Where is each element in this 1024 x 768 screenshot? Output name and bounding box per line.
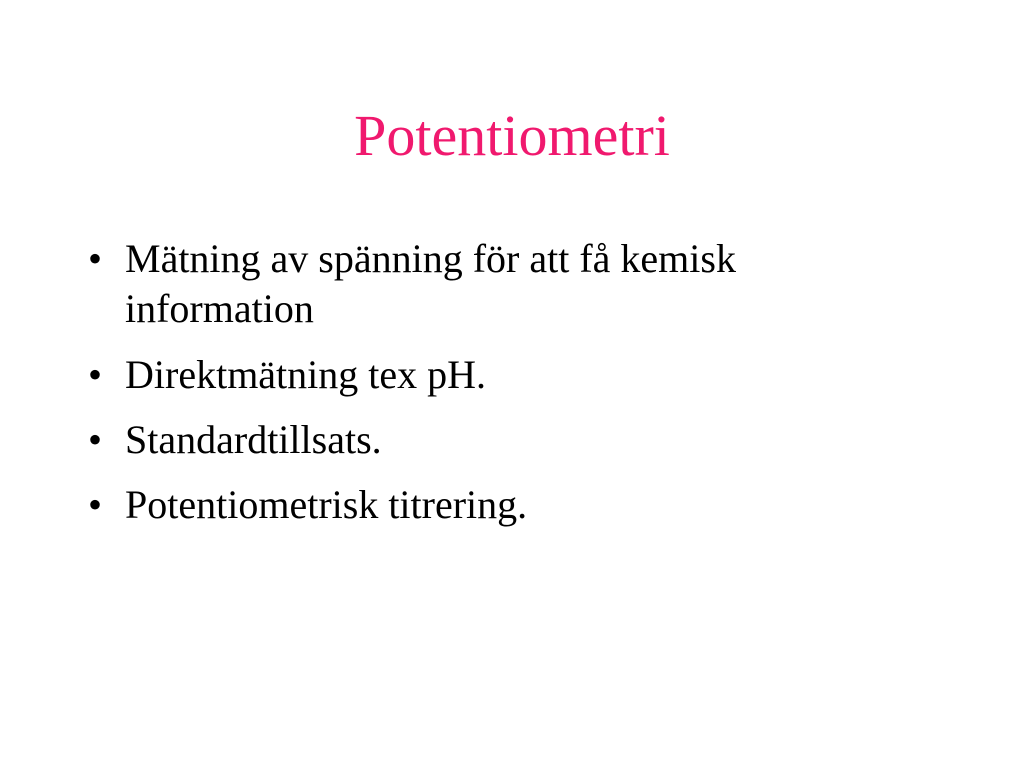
- bullet-text: Potentiometrisk titrering.: [125, 482, 528, 527]
- bullet-marker: •: [88, 417, 103, 462]
- bullet-text: Mätning av spänning för att få kemisk information: [125, 236, 736, 331]
- list-item: [84, 480, 864, 530]
- list-item: [84, 415, 864, 465]
- slide-title: Potentiometri: [354, 103, 670, 168]
- list-item: [84, 234, 864, 334]
- bullet-text: Direktmätning tex pH.: [125, 352, 487, 397]
- bullet-marker: •: [88, 482, 103, 527]
- bullet-list: [84, 234, 864, 545]
- bullet-marker: •: [88, 236, 103, 281]
- list-item: [84, 350, 864, 400]
- bullet-text: Standardtillsats.: [125, 417, 382, 462]
- bullet-marker: •: [88, 352, 103, 397]
